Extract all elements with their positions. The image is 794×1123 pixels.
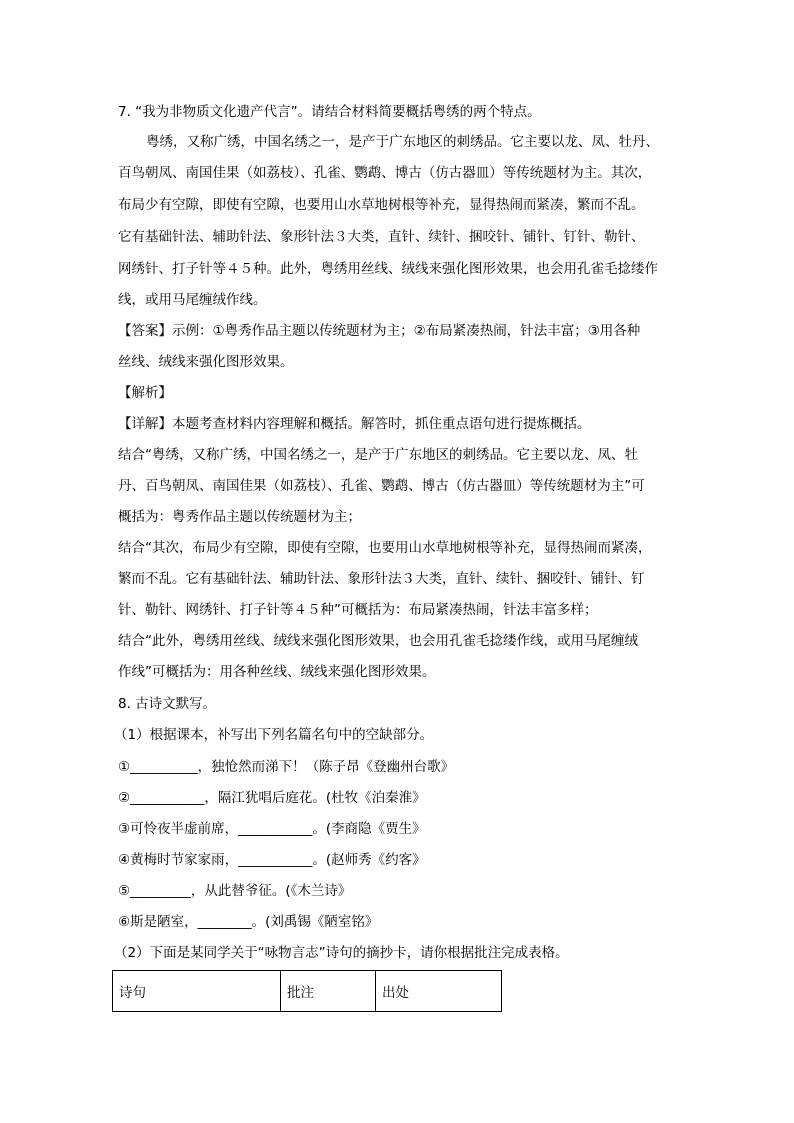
header-source: 出处 <box>376 971 502 1012</box>
passage-line: 百鸟朝凤、南国佳果（如荔枝）、孔雀、鹦鹉、博古（仿古器皿）等传统题材为主。其次， <box>118 165 652 181</box>
detail-line: 作线”可概括为：用各种丝线、绒线来强化图形效果。 <box>118 664 436 680</box>
table-header-row <box>113 971 502 1012</box>
fill-blank-item: ⑥斯是陋室，________。(刘禹锡《陋室铭》 <box>118 914 379 930</box>
question-7: 7. “我为非物质文化遗产代言”。请结合材料简要概括粤绣的两个特点。 <box>118 104 541 120</box>
analysis-label: 【解析】 <box>118 385 172 401</box>
header-annotation: 批注 <box>281 971 376 1012</box>
passage-line: 它有基础针法、辅助针法、象形针法３大类，直针、续针、捆咬针、铺针、钉针、勒针、 <box>118 229 645 245</box>
passage-line: 线，或用马尾缠绒作线。 <box>118 292 267 308</box>
detail-line: 结合“其次，布局少有空隙，即使有空隙，也要用山水草地树根等补充，显得热闹而紧凑， <box>118 540 652 556</box>
detail-line: 结合“此外，粤绣用丝线、绒线来强化图形效果，也会用孔雀毛捻缕作线，或用马尾缠绒 <box>118 633 638 649</box>
part-2-instruction: （2）下面是某同学关于“咏物言志”诗句的摘抄卡，请你根据批注完成表格。 <box>114 945 569 961</box>
part-1-instruction: （1）根据课本，补写出下列名篇名句中的空缺部分。 <box>114 727 434 743</box>
answer-line: 丝线、绒线来强化图形效果。 <box>118 354 294 370</box>
detail-line: 概括为：粤秀作品主题以传统题材为主； <box>118 509 361 525</box>
passage-line: 网绣针、打子针等４５种。此外，粤绣用丝线、绒线来强化图形效果，也会用孔雀毛捻缕作 <box>118 261 658 277</box>
fill-blank-item: ①__________，独怆然而涕下！（陈子昂《登幽州台歌》 <box>118 759 455 775</box>
excerpt-card-table <box>112 970 502 1012</box>
fill-blank-item: ②___________，隔江犹唱后庭花。(杜牧《泊秦淮》 <box>118 790 426 806</box>
passage-line: 布局少有空隙，即使有空隙，也要用山水草地树根等补充，显得热闹而紧凑，繁而不乱。 <box>118 197 645 213</box>
detail-line: 结合“粤绣，又称广绣，中国名绣之一，是产于广东地区的刺绣品。它主要以龙、凤、牡 <box>118 447 638 463</box>
detail-line: 繁而不乱。它有基础针法、辅助针法、象形针法３大类，直针、续针、捆咬针、铺针、钉 <box>118 571 645 587</box>
passage-line: 粤绣，又称广绣，中国名绣之一，是产于广东地区的刺绣品。它主要以龙、凤、牡丹、 <box>146 134 659 150</box>
detail-line: 【详解】本题考查材料内容理解和概括。解答时，抓住重点语句进行提炼概括。 <box>118 416 591 432</box>
answer-line: 【答案】示例：①粤秀作品主题以传统题材为主；②布局紧凑热闹，针法丰富；③用各种 <box>118 323 641 339</box>
header-poem-line: 诗句 <box>113 971 281 1012</box>
fill-blank-item: ⑤_________，从此替爷征。(《木兰诗》 <box>118 883 352 899</box>
fill-blank-item: ④黄梅时节家家雨，___________。(赵师秀《约客》 <box>118 852 426 868</box>
detail-line: 针、勒针、网绣针、打子针等４５种”可概括为：布局紧凑热闹，针法丰富多样； <box>118 602 598 618</box>
fill-blank-item: ③可怜夜半虚前席，___________。(李商隐《贾生》 <box>118 821 426 837</box>
question-8: 8. 古诗文默写。 <box>118 696 217 712</box>
detail-line: 丹、百鸟朝凤、南国佳果（如荔枝）、孔雀、鹦鹉、博古（仿古器皿）等传统题材为主”可 <box>118 478 645 494</box>
